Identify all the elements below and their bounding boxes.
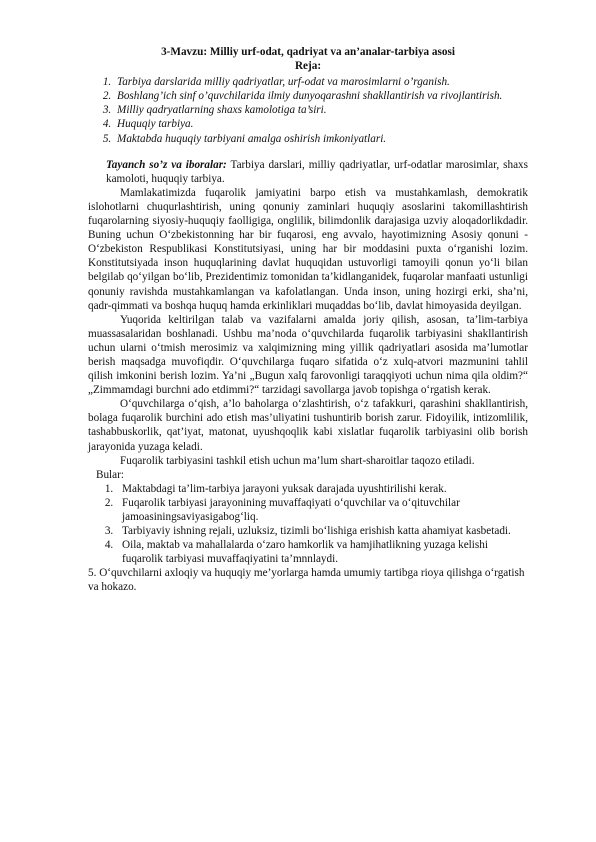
- key-terms-text: Tarbiya darslari, milliy qadriyatlar, urf-odatlar marosimlar, shaxs kamoloti, huquqiy tarbiya.: [106, 158, 529, 185]
- plan-item: 3. Milliy qadryatlarning shaxs kamolotiga ta’siri.: [114, 103, 528, 117]
- plan-item: 1. Tarbiya darslarida milliy qadriyatlar, urf-odat va marosimlarni o’rganish.: [114, 75, 528, 89]
- paragraph: Yuqorida keltirilgan talab va vazifalarni amalda joriy qilish, asosan, ta’lim-tarbiya muassasalaridan boshlanadi. Ushbu ma’noda o‘quvchilarda fuqarolik tarbiyasini shakllantirish uchun ularni o‘tmish merosimiz va xalqimizning ming yillik qadriyatlari asosida ma’lumotlar berish maqsadga muvofiqdir. O‘quvchilarga fuqaro sifatida o‘z xulq-atvori mazmunini tahlil qilish imkonini berish lozim. Ya’ni „Bugun xalq farovonligi taraqqiyoti uchun nima qila oldim?“ „Zimmamdagi burchni ado etdimmi?“ tarzidagi savollarga javob topishga o‘rgatish kerak.: [88, 313, 528, 397]
- plan-item: 4. Huquqiy tarbiya.: [114, 117, 528, 131]
- requirement-item: 4. Oila, maktab va mahallalarda o‘zaro hamkorlik va hamjihatlikning yuzaga kelishi fuqarolik tarbiyasi muvaffaqiyatini ta’mnnlaydi.: [116, 538, 528, 566]
- key-terms-label: Tayanch so’z va iboralar:: [106, 158, 227, 171]
- paragraph: Mamlakatimizda fuqarolik jamiyatini barpo etish va mustahkamlash, demokratik islohotlarni chuqurlashtirish, uning qonuniy zaminlari huquqiy asoslarini takomillashtirish fuqarolarning siyosiy-huquqiy faolligiga, onglilik, bilimdonlik darajasiga uzviy aloqadorlikdadir. Buning uchun O‘zbekistonning har bir fuqarosi, eng avvalo, hayotimizning Asosiy qonuni -O‘zbekiston Respublikasi Konstitutsiyasi, uning har bir moddasini puxta o‘rganishi lozim. Konstitutsiyada inson huquqlarining davlat huquqidan ustuvorligi tamoyili qonun yo‘li bilan belgilab qo‘yilgan bo‘lib, Prezidentimiz tomonidan ta’kidlanganidek, fuqarolar manfaati ustunligi qonuniy ravishda mustahkamlangan va kafolatlangan. Unda inson, uning hozirgi erki, sha’ni, qadr-qimmati va boshqa huquq hamda erkinliklari muqaddas bo‘lib, davlat himoyasida deyilgan.: [88, 186, 528, 312]
- plan-list: [88, 75, 528, 145]
- document-title: 3-Mavzu: Milliy urf-odat, qadriyat va an’analar-tarbiya asosi: [161, 46, 455, 58]
- paragraph: Fuqarolik tarbiyasini tashkil etish uchun ma’lum shart-sharoitlar taqozo etiladi.: [120, 454, 475, 467]
- document-page: [88, 45, 528, 595]
- plan-item: 5. Maktabda huquqiy tarbiyani amalga oshirish imkoniyatlari.: [114, 132, 528, 146]
- key-terms: [88, 158, 528, 186]
- requirement-item: 2. Fuqarolik tarbiyasi jarayonining muvaffaqiyati o‘quvchilar va o‘qituvchilar jamoasiningsaviyasigabog‘liq.: [116, 496, 528, 524]
- paragraph: O‘quvchilarga o‘qish, a’lo baholarga o‘zlashtirish, o‘z tafakkuri, qarashini shakllantirish, bolaga fuqarolik burchini ado etish mas’uliyatini tushuntirib borish zarur. Fidoyilik, intizomlilik, tashabbuskorlik, qat’iyat, matonat, uyushqoqlik kabi xislatlar fuqarolik tarbiyasini olib borish jarayonida yuzaga keladi.: [88, 398, 528, 453]
- bular-label: Bular:: [96, 468, 124, 481]
- requirement-item: 1. Maktabdagi ta’lim-tarbiya jarayoni yuksak darajada uyushtirilishi kerak.: [116, 482, 528, 496]
- requirement-item: 3. Tarbiyaviy ishning rejali, uzluksiz, tizimli bo‘lishiga erishish katta ahamiyat kasbetadi.: [116, 524, 528, 538]
- plan-heading: Reja:: [294, 60, 322, 73]
- plan-item: 2. Boshlang’ich sinf o’quvchilarida ilmiy dunyoqarashni shakllantirish va rivojlantirish.: [114, 89, 528, 103]
- requirements-list: [88, 482, 528, 567]
- requirement-item-last: 5. O‘quvchilarni axloqiy va huquqiy me’yorlarga hamda umumiy tartibga rioya qilishga o‘rgatish va hokazo.: [88, 567, 525, 594]
